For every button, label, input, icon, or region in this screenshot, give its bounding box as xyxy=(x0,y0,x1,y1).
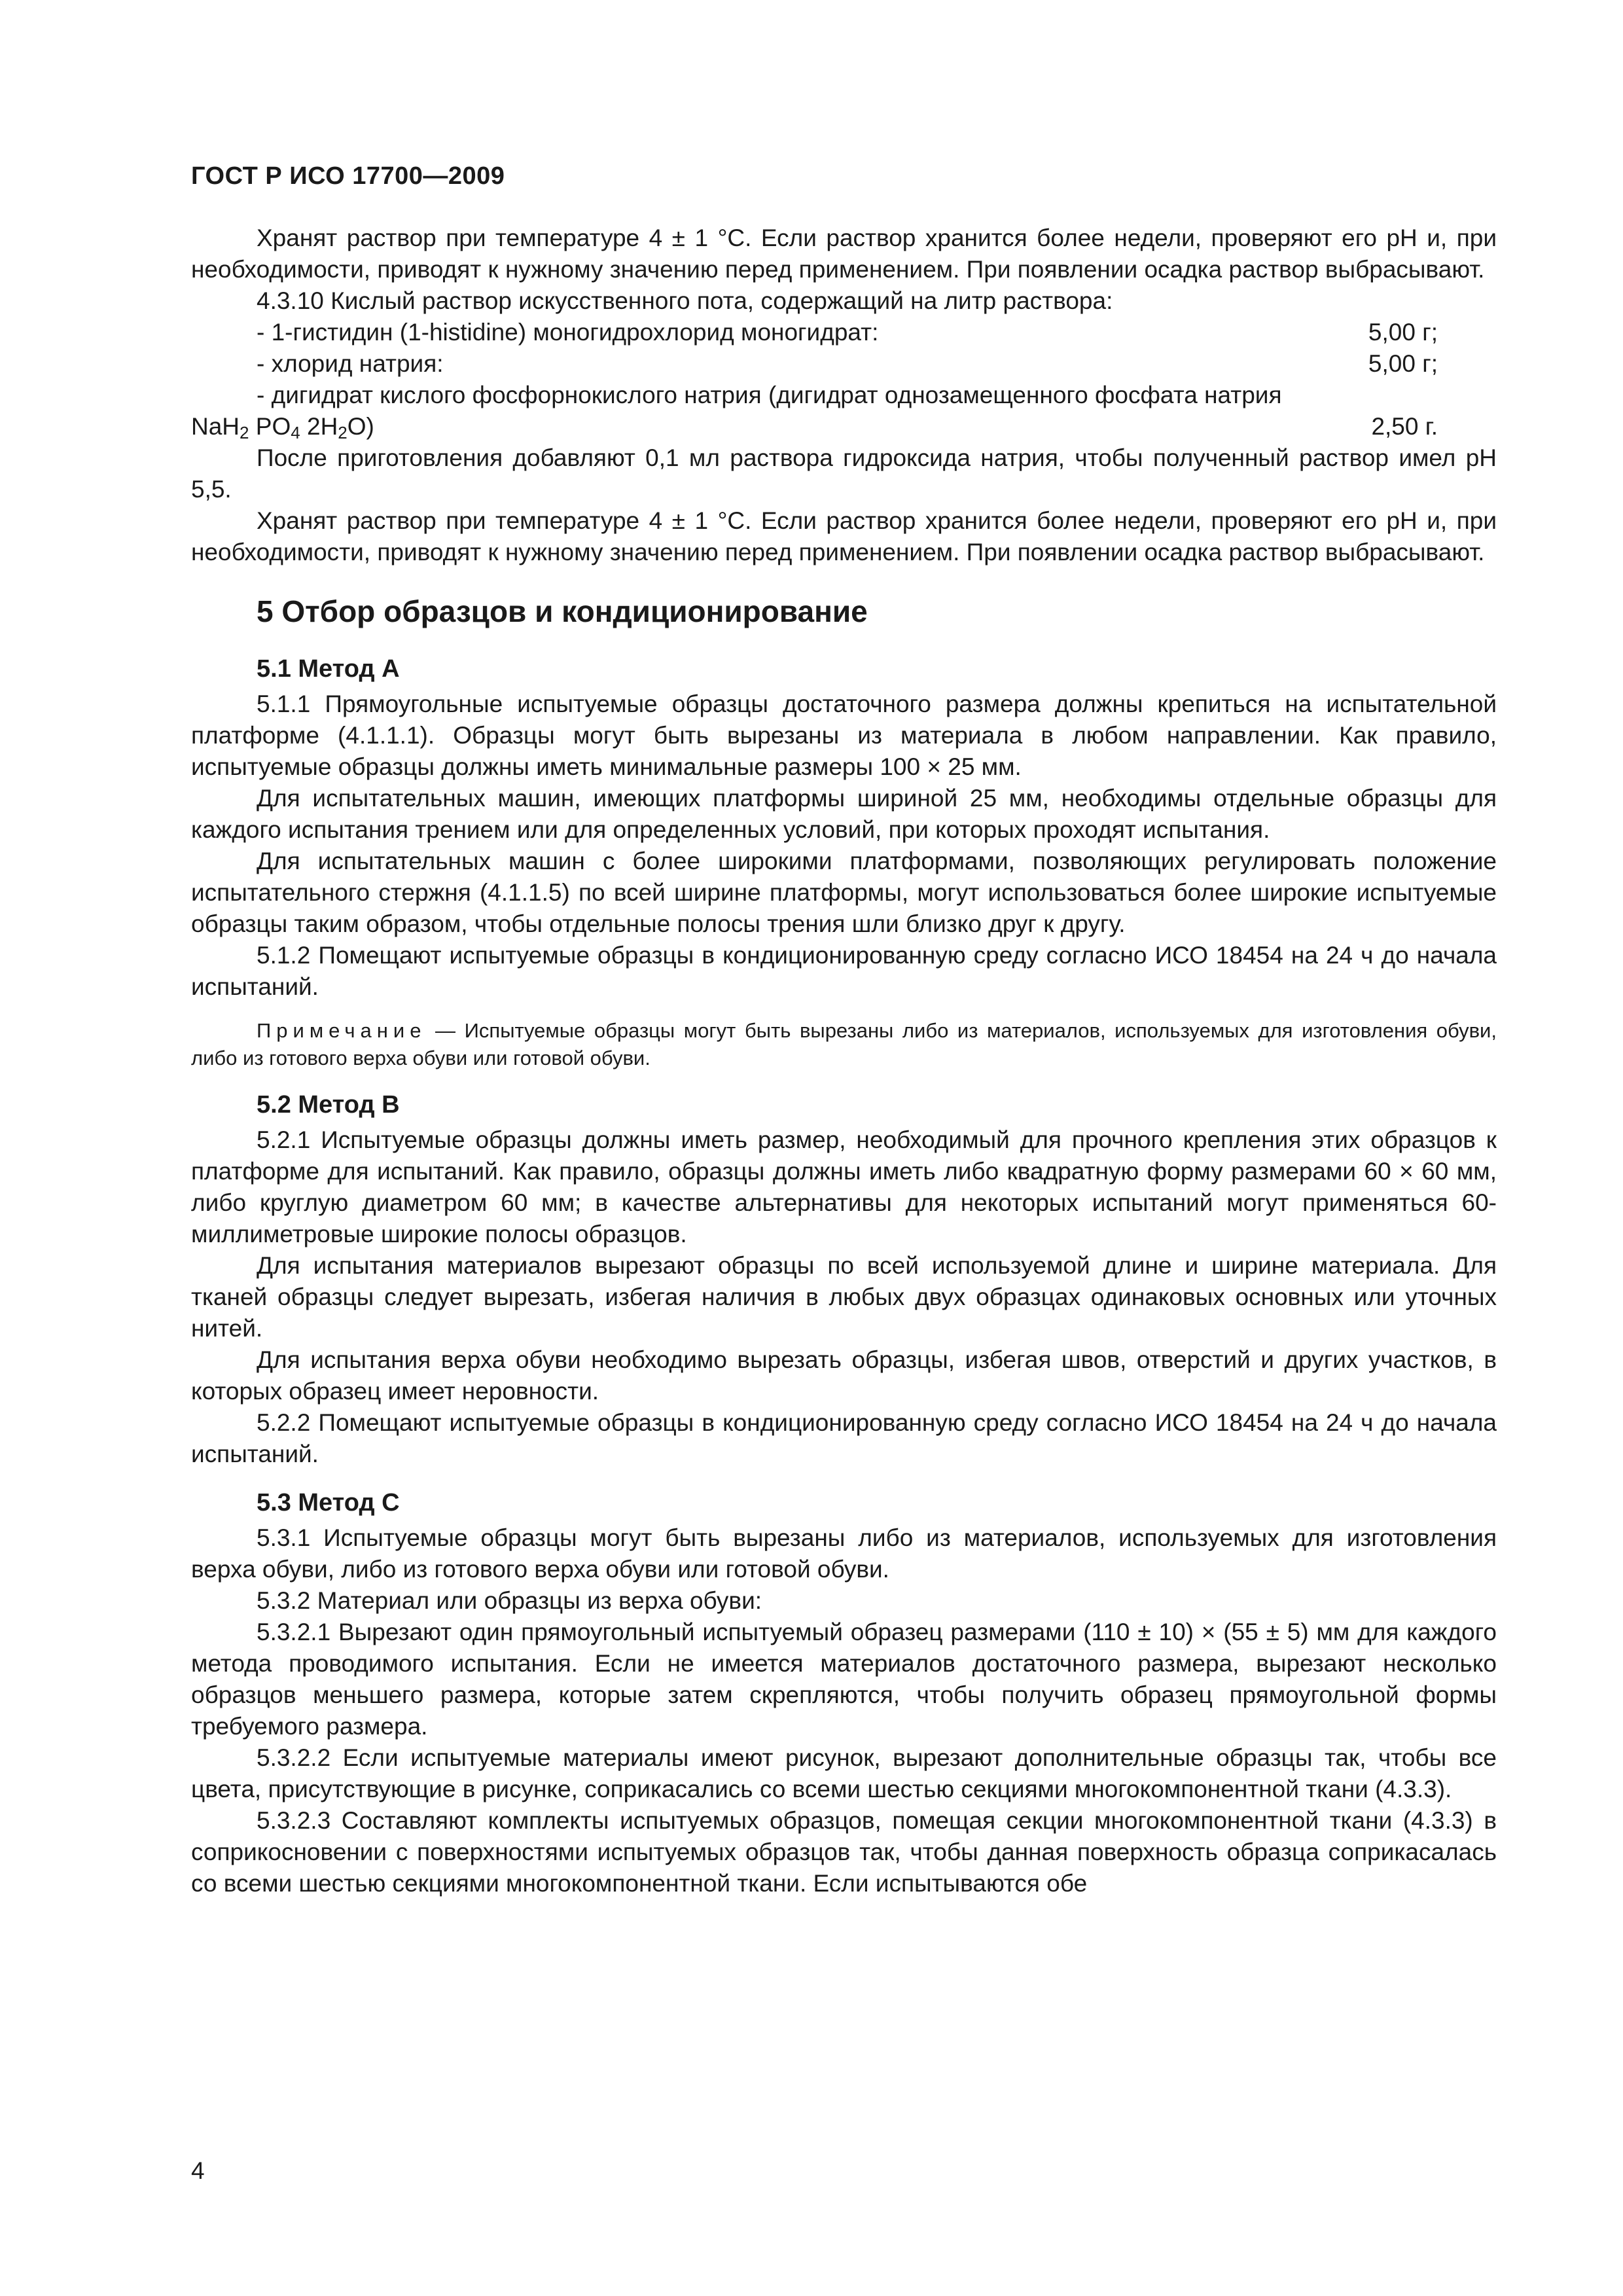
ingredient-row-nacl xyxy=(191,348,1438,380)
paragraph-5-2-2: 5.2.2 Помещают испытуемые образцы в кондиционированную среду согласно ИСО 18454 на 24 ч до начала испытаний. xyxy=(191,1409,1497,1467)
ingredient-value: 2,50 г. xyxy=(1371,413,1438,440)
paragraph-5-2-1: 5.2.1 Испытуемые образцы должны иметь размер, необходимый для прочного крепления этих образцов к платформе для испытаний. Как правило, образцы должны иметь либо квадратную форму размерами 60 × 60 мм, либо круглую диаметром 60 мм; в качестве альтернативы для некоторых испытаний могут применяться 60-миллиметровые широкие полосы образцов. xyxy=(191,1126,1497,1247)
ingredient-value: 5,00 г; xyxy=(1368,350,1438,377)
paragraph-5-1-1-c: Для испытательных машин с более широкими платформами, позволяющих регулировать положение испытательного стержня (4.1.1.5) по всей ширине платформы, могут использоваться более широкие испытуемые образцы таким образом, чтобы отдельные полосы трения шли близко друг к другу. xyxy=(191,848,1497,937)
ingredient-value: 5,00 г; xyxy=(1368,319,1438,346)
page-number: 4 xyxy=(191,2157,205,2184)
document-header: ГОСТ Р ИСО 17700—2009 xyxy=(191,162,505,190)
paragraph-preparation: После приготовления добавляют 0,1 мл раствора гидроксида натрия, чтобы полученный раствор имел рН 5,5. xyxy=(191,444,1497,503)
ingredient-row-histidine xyxy=(191,317,1438,348)
ingredient-row-phosphate xyxy=(191,411,1438,442)
paragraph-5-1-1-b: Для испытательных машин, имеющих платформы шириной 25 мм, необходимы отдельные образцы для каждого испытания трением или для определенных условий, при которых проходят испытания. xyxy=(191,785,1497,843)
paragraph-storage-1: Хранят раствор при температуре 4 ± 1 °С. Если раствор хранится более недели, проверяют его рН и, при необходимости, приводят к нужному значению перед применением. При появлении осадка раствор выбрасывают. xyxy=(191,224,1497,283)
paragraph-5-2-1-c: Для испытания верха обуви необходимо вырезать образцы, избегая швов, отверстий и других участков, в которых образец имеет неровности. xyxy=(191,1346,1497,1405)
document-body xyxy=(191,223,1497,1899)
ingredient-label-phosphate: - дигидрат кислого фосфорнокислого натрия (дигидрат однозамещенного фосфата натрия xyxy=(257,382,1282,408)
paragraph-5-3-2-2: 5.3.2.2 Если испытуемые материалы имеют рисунок, вырезают дополнительные образцы так, чтобы все цвета, присутствующие в рисунке, соприкасались со всеми шестью секциями многокомпонентной ткани (4.3.3). xyxy=(191,1744,1497,1803)
note-label: Примечание xyxy=(257,1019,427,1042)
ingredient-label: - 1-гистидин (1-histidine) моногидрохлорид моногидрат: xyxy=(257,319,879,346)
subsection-heading-5-3: 5.3 Метод С xyxy=(257,1489,400,1516)
ingredient-label: - хлорид натрия: xyxy=(257,350,444,377)
paragraph-5-1-2: 5.1.2 Помещают испытуемые образцы в кондиционированную среду согласно ИСО 18454 на 24 ч до начала испытаний. xyxy=(191,942,1497,1000)
subsection-heading-5-2: 5.2 Метод В xyxy=(257,1091,400,1119)
paragraph-5-3-2-1: 5.3.2.1 Вырезают один прямоугольный испытуемый образец размерами (110 ± 10) × (55 ± 5) мм для каждого метода проводимого испытания. Если не имеется материалов достаточного размера, вырезают несколько образцов меньшего размера, которые затем скрепляются, чтобы получить образец прямоугольной формы требуемого размера. xyxy=(191,1619,1497,1740)
section-heading-5: 5 Отбор образцов и кондиционирование xyxy=(257,594,868,628)
subsection-heading-5-1: 5.1 Метод А xyxy=(257,655,400,683)
paragraph-5-3-1: 5.3.1 Испытуемые образцы могут быть вырезаны либо из материалов, используемых для изготовления верха обуви, либо из готового верха обуви или готовой обуви. xyxy=(191,1524,1497,1583)
paragraph-storage-2: Хранят раствор при температуре 4 ± 1 °С. Если раствор хранится более недели, проверяют его рН и, при необходимости, приводят к нужному значению перед применением. При появлении осадка раствор выбрасывают. xyxy=(191,507,1497,565)
chemical-formula: NaH$_2$ $PO_4$ $2H_2O$) xyxy=(191,413,374,442)
paragraph-5-3-2: 5.3.2 Материал или образцы из верха обуви: xyxy=(257,1587,762,1614)
paragraph-5-3-2-3: 5.3.2.3 Составляют комплекты испытуемых образцов, помещая секции многокомпонентной ткани (4.3.3) в соприкосновении с поверхностями испытуемых образцов так, чтобы данная поверхность образца соприкасалась со всеми шестью секциями многокомпонентной ткани. Если испытываются обе xyxy=(191,1807,1497,1897)
note-block xyxy=(191,1017,1497,1072)
paragraph-4-3-10: 4.3.10 Кислый раствор искусственного пота, содержащий на литр раствора: xyxy=(257,287,1113,314)
paragraph-5-1-1: 5.1.1 Прямоугольные испытуемые образцы достаточного размера должны крепиться на испытательной платформе (4.1.1.1). Образцы могут быть вырезаны из материала в любом направлении. Как правило, испытуемые образцы должны иметь минимальные размеры 100 × 25 мм. xyxy=(191,691,1497,780)
note-text: — Испытуемые образцы могут быть вырезаны либо из материалов, используемых для изготовления обуви, либо из готового верха обуви или готовой обуви. xyxy=(191,1019,1497,1069)
paragraph-5-2-1-b: Для испытания материалов вырезают образцы по всей используемой длине и ширине материала. Для тканей образцы следует вырезать, избегая наличия в любых двух образцах одинаковых основных или уточных нитей. xyxy=(191,1252,1497,1342)
